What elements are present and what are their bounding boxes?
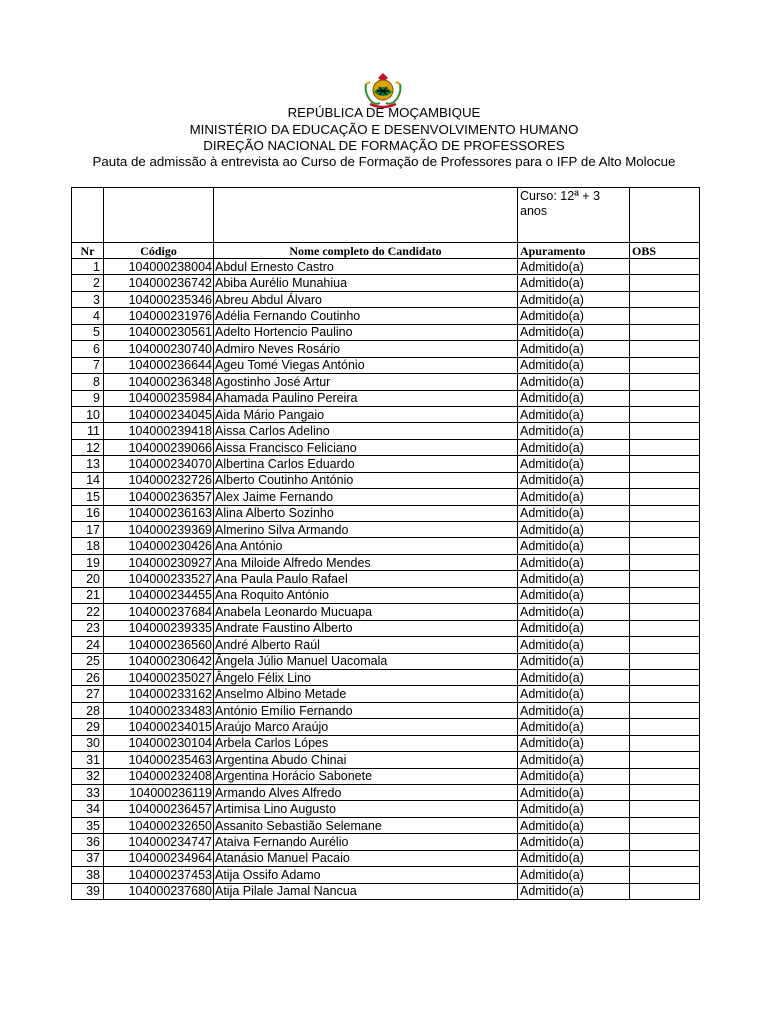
row-nome: Abdul Ernesto Castro (214, 259, 518, 275)
row-codigo: 104000238004 (104, 259, 214, 275)
row-codigo: 104000234747 (104, 834, 214, 850)
row-nr: 39 (72, 883, 104, 899)
row-nome: Ana Paula Paulo Rafael (214, 571, 518, 587)
table-row (72, 735, 700, 751)
row-nome: Abiba Aurélio Munahiua (214, 275, 518, 291)
header-pauta-title: Pauta de admissão à entrevista ao Curso de Formação de Professores para o IFP de Alto Molocue (92, 154, 676, 169)
row-nome: Atanásio Manuel Pacaio (214, 850, 518, 866)
table-row (72, 669, 700, 685)
table-row (72, 571, 700, 587)
row-nome: Aida Mário Pangaio (214, 406, 518, 422)
table-row (72, 620, 700, 636)
row-obs (630, 801, 700, 817)
row-nr: 36 (72, 834, 104, 850)
table-row (72, 686, 700, 702)
table-row (72, 390, 700, 406)
row-apuramento: Admitido(a) (518, 374, 630, 390)
row-nome: Agostinho José Artur (214, 374, 518, 390)
row-apuramento: Admitido(a) (518, 620, 630, 636)
row-codigo: 104000230426 (104, 538, 214, 554)
row-apuramento: Admitido(a) (518, 291, 630, 307)
row-nr: 20 (72, 571, 104, 587)
row-apuramento: Admitido(a) (518, 637, 630, 653)
row-codigo: 104000239369 (104, 522, 214, 538)
row-nr: 32 (72, 768, 104, 784)
row-codigo: 104000239335 (104, 620, 214, 636)
row-nome: Ana Miloide Alfredo Mendes (214, 554, 518, 570)
row-obs (630, 554, 700, 570)
row-nr: 29 (72, 719, 104, 735)
row-codigo: 104000232408 (104, 768, 214, 784)
table-row (72, 768, 700, 784)
row-nr: 3 (72, 291, 104, 307)
row-apuramento: Admitido(a) (518, 653, 630, 669)
row-apuramento: Admitido(a) (518, 719, 630, 735)
row-nome: Ahamada Paulino Pereira (214, 390, 518, 406)
row-nr: 24 (72, 637, 104, 653)
row-nr: 9 (72, 390, 104, 406)
table-row (72, 341, 700, 357)
row-apuramento: Admitido(a) (518, 686, 630, 702)
row-obs (630, 850, 700, 866)
row-apuramento: Admitido(a) (518, 735, 630, 751)
row-nr: 1 (72, 259, 104, 275)
row-obs (630, 719, 700, 735)
row-obs (630, 406, 700, 422)
table-row (72, 587, 700, 603)
row-nr: 30 (72, 735, 104, 751)
row-obs (630, 817, 700, 833)
row-nome: Arbela Carlos Lópes (214, 735, 518, 751)
row-apuramento: Admitido(a) (518, 834, 630, 850)
row-codigo: 104000234964 (104, 850, 214, 866)
row-codigo: 104000236742 (104, 275, 214, 291)
row-codigo: 104000236457 (104, 801, 214, 817)
row-codigo: 104000235346 (104, 291, 214, 307)
table-row (72, 719, 700, 735)
row-codigo: 104000237680 (104, 883, 214, 899)
row-obs (630, 291, 700, 307)
row-apuramento: Admitido(a) (518, 752, 630, 768)
row-apuramento: Admitido(a) (518, 456, 630, 472)
row-obs (630, 686, 700, 702)
row-nome: Ana António (214, 538, 518, 554)
row-apuramento: Admitido(a) (518, 883, 630, 899)
row-nome: Ataiva Fernando Aurélio (214, 834, 518, 850)
row-nr: 23 (72, 620, 104, 636)
coat-of-arms-emblem (362, 70, 404, 110)
row-nr: 21 (72, 587, 104, 603)
row-codigo: 104000236119 (104, 785, 214, 801)
row-codigo: 104000232650 (104, 817, 214, 833)
row-obs (630, 669, 700, 685)
table-row (72, 308, 700, 324)
row-codigo: 104000239066 (104, 439, 214, 455)
row-apuramento: Admitido(a) (518, 259, 630, 275)
row-apuramento: Admitido(a) (518, 604, 630, 620)
row-nome: Albertina Carlos Eduardo (214, 456, 518, 472)
row-obs (630, 505, 700, 521)
row-nome: Ana Roquito António (214, 587, 518, 603)
row-nr: 37 (72, 850, 104, 866)
row-apuramento: Admitido(a) (518, 702, 630, 718)
admission-table (71, 187, 700, 900)
row-codigo: 104000235463 (104, 752, 214, 768)
row-codigo: 104000230561 (104, 324, 214, 340)
row-nr: 11 (72, 423, 104, 439)
row-nr: 22 (72, 604, 104, 620)
table-row (72, 291, 700, 307)
row-codigo: 104000234045 (104, 406, 214, 422)
row-apuramento: Admitido(a) (518, 785, 630, 801)
row-obs (630, 489, 700, 505)
row-obs (630, 472, 700, 488)
table-row (72, 702, 700, 718)
row-nome: Alina Alberto Sozinho (214, 505, 518, 521)
row-codigo: 104000236357 (104, 489, 214, 505)
row-obs (630, 620, 700, 636)
row-nr: 7 (72, 357, 104, 373)
row-apuramento: Admitido(a) (518, 489, 630, 505)
row-apuramento: Admitido(a) (518, 324, 630, 340)
row-obs (630, 456, 700, 472)
row-obs (630, 735, 700, 751)
row-nome: Abreu Abdul Álvaro (214, 291, 518, 307)
table-row (72, 259, 700, 275)
row-obs (630, 341, 700, 357)
row-obs (630, 538, 700, 554)
table-header-top (72, 188, 700, 243)
table-row (72, 324, 700, 340)
row-obs (630, 259, 700, 275)
row-obs (630, 653, 700, 669)
row-nr: 25 (72, 653, 104, 669)
row-apuramento: Admitido(a) (518, 275, 630, 291)
row-obs (630, 883, 700, 899)
row-nome: Araújo Marco Araújo (214, 719, 518, 735)
row-nome: Ângela Júlio Manuel Uacomala (214, 653, 518, 669)
row-apuramento: Admitido(a) (518, 554, 630, 570)
table-row (72, 785, 700, 801)
col-header-nr: Nr (72, 243, 104, 259)
row-nome: Aissa Francisco Feliciano (214, 439, 518, 455)
row-nome: Adelto Hortencio Paulino (214, 324, 518, 340)
row-codigo: 104000234015 (104, 719, 214, 735)
row-nr: 5 (72, 324, 104, 340)
row-nome: Argentina Horácio Sabonete (214, 768, 518, 784)
row-nr: 28 (72, 702, 104, 718)
table-row (72, 505, 700, 521)
row-codigo: 104000234070 (104, 456, 214, 472)
row-nome: Argentina Abudo Chinai (214, 752, 518, 768)
row-apuramento: Admitido(a) (518, 867, 630, 883)
row-apuramento: Admitido(a) (518, 669, 630, 685)
header-ministerio: MINISTÉRIO DA EDUCAÇÃO E DESENVOLVIMENTO HUMANO (189, 122, 579, 137)
header-direcao: DIREÇÃO NACIONAL DE FORMAÇÃO DE PROFESSORES (203, 138, 565, 153)
row-obs (630, 604, 700, 620)
row-apuramento: Admitido(a) (518, 817, 630, 833)
row-nome: Almerino Silva Armando (214, 522, 518, 538)
col-header-codigo: Código (104, 243, 214, 259)
table-row (72, 883, 700, 899)
row-nome: Aissa Carlos Adelino (214, 423, 518, 439)
row-obs (630, 834, 700, 850)
table-row (72, 801, 700, 817)
row-nome: Atija Pilale Jamal Nancua (214, 883, 518, 899)
header-republica: REPÚBLICA DE MOÇAMBIQUE (287, 105, 481, 120)
row-nome: Ageu Tomé Viegas António (214, 357, 518, 373)
row-obs (630, 308, 700, 324)
row-codigo: 104000236644 (104, 357, 214, 373)
row-obs (630, 637, 700, 653)
table-row (72, 489, 700, 505)
row-nome: Admiro Neves Rosário (214, 341, 518, 357)
row-apuramento: Admitido(a) (518, 522, 630, 538)
row-obs (630, 439, 700, 455)
row-codigo: 104000237453 (104, 867, 214, 883)
row-codigo: 104000233527 (104, 571, 214, 587)
row-obs (630, 867, 700, 883)
row-apuramento: Admitido(a) (518, 801, 630, 817)
table-row (72, 538, 700, 554)
row-nome: Andrate Faustino Alberto (214, 620, 518, 636)
row-nr: 17 (72, 522, 104, 538)
table-row (72, 752, 700, 768)
row-nome: António Emílio Fernando (214, 702, 518, 718)
table-row (72, 554, 700, 570)
row-nome: Adélia Fernando Coutinho (214, 308, 518, 324)
row-nr: 18 (72, 538, 104, 554)
row-apuramento: Admitido(a) (518, 439, 630, 455)
row-nr: 26 (72, 669, 104, 685)
table-row (72, 604, 700, 620)
row-obs (630, 374, 700, 390)
row-apuramento: Admitido(a) (518, 308, 630, 324)
row-nr: 4 (72, 308, 104, 324)
row-apuramento: Admitido(a) (518, 850, 630, 866)
row-codigo: 104000235027 (104, 669, 214, 685)
row-apuramento: Admitido(a) (518, 406, 630, 422)
row-nr: 35 (72, 817, 104, 833)
row-obs (630, 702, 700, 718)
row-codigo: 104000230927 (104, 554, 214, 570)
table-row (72, 850, 700, 866)
row-apuramento: Admitido(a) (518, 390, 630, 406)
row-nr: 15 (72, 489, 104, 505)
row-codigo: 104000237684 (104, 604, 214, 620)
table-row (72, 275, 700, 291)
row-apuramento: Admitido(a) (518, 538, 630, 554)
row-apuramento: Admitido(a) (518, 571, 630, 587)
row-nr: 38 (72, 867, 104, 883)
table-row (72, 653, 700, 669)
row-nr: 33 (72, 785, 104, 801)
row-obs (630, 324, 700, 340)
row-codigo: 104000231976 (104, 308, 214, 324)
row-obs (630, 752, 700, 768)
row-nome: Alberto Coutinho António (214, 472, 518, 488)
row-apuramento: Admitido(a) (518, 423, 630, 439)
row-nome: Anselmo Albino Metade (214, 686, 518, 702)
table-row (72, 637, 700, 653)
curso-line2: anos (520, 204, 548, 218)
row-nr: 2 (72, 275, 104, 291)
row-nr: 16 (72, 505, 104, 521)
row-codigo: 104000230740 (104, 341, 214, 357)
row-obs (630, 390, 700, 406)
row-codigo: 104000235984 (104, 390, 214, 406)
table-row (72, 522, 700, 538)
row-apuramento: Admitido(a) (518, 357, 630, 373)
row-obs (630, 423, 700, 439)
row-apuramento: Admitido(a) (518, 505, 630, 521)
row-codigo: 104000236163 (104, 505, 214, 521)
row-codigo: 104000236348 (104, 374, 214, 390)
col-header-apuramento: Apuramento (518, 243, 630, 259)
row-nome: André Alberto Raúl (214, 637, 518, 653)
row-nr: 14 (72, 472, 104, 488)
row-nome: Assanito Sebastião Selemane (214, 817, 518, 833)
table-row (72, 406, 700, 422)
row-codigo: 104000236560 (104, 637, 214, 653)
table-row (72, 456, 700, 472)
table-row (72, 357, 700, 373)
row-nr: 10 (72, 406, 104, 422)
col-header-obs: OBS (630, 243, 700, 259)
row-nr: 31 (72, 752, 104, 768)
row-apuramento: Admitido(a) (518, 472, 630, 488)
row-nr: 12 (72, 439, 104, 455)
row-nome: Ângelo Félix Lino (214, 669, 518, 685)
curso-cell (518, 188, 630, 243)
table-row (72, 472, 700, 488)
row-codigo: 104000234455 (104, 587, 214, 603)
col-header-nome: Nome completo do Candidato (214, 243, 518, 259)
row-nome: Atija Ossifo Adamo (214, 867, 518, 883)
row-nome: Artimisa Lino Augusto (214, 801, 518, 817)
row-obs (630, 587, 700, 603)
table-row (72, 867, 700, 883)
row-apuramento: Admitido(a) (518, 768, 630, 784)
row-obs (630, 768, 700, 784)
row-obs (630, 275, 700, 291)
row-codigo: 104000230104 (104, 735, 214, 751)
row-apuramento: Admitido(a) (518, 341, 630, 357)
row-nome: Anabela Leonardo Mucuapa (214, 604, 518, 620)
row-nr: 27 (72, 686, 104, 702)
row-apuramento: Admitido(a) (518, 587, 630, 603)
row-obs (630, 571, 700, 587)
row-nome: Armando Alves Alfredo (214, 785, 518, 801)
table-row (72, 374, 700, 390)
table-row (72, 439, 700, 455)
row-nr: 8 (72, 374, 104, 390)
table-row (72, 817, 700, 833)
row-nr: 13 (72, 456, 104, 472)
table-row (72, 423, 700, 439)
curso-line1: Curso: 12ª + 3 (520, 189, 601, 203)
row-nr: 34 (72, 801, 104, 817)
table-row (72, 834, 700, 850)
row-codigo: 104000239418 (104, 423, 214, 439)
table-header-labels (72, 243, 700, 259)
row-obs (630, 522, 700, 538)
row-codigo: 104000233162 (104, 686, 214, 702)
row-codigo: 104000232726 (104, 472, 214, 488)
row-obs (630, 785, 700, 801)
row-codigo: 104000230642 (104, 653, 214, 669)
row-obs (630, 357, 700, 373)
row-codigo: 104000233483 (104, 702, 214, 718)
row-nr: 19 (72, 554, 104, 570)
row-nr: 6 (72, 341, 104, 357)
row-nome: Alex Jaime Fernando (214, 489, 518, 505)
